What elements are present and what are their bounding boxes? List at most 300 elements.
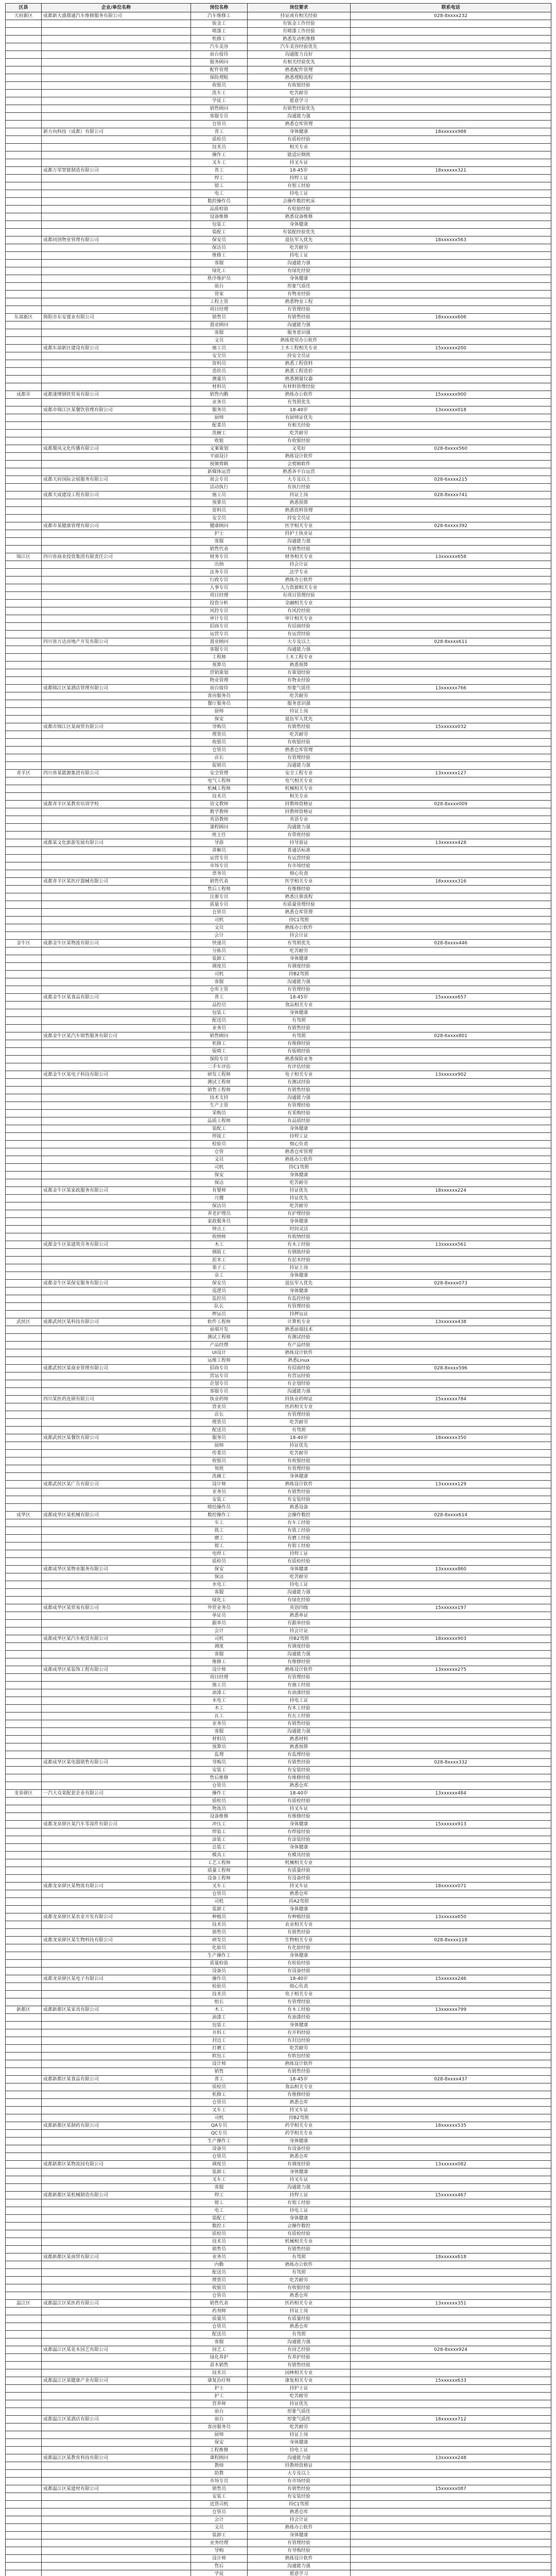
table-row — [6, 2539, 551, 2547]
cell-requirement: 持叉车证 — [248, 2176, 351, 2184]
cell-district — [6, 1148, 42, 1156]
cell-requirement: 身体健康 — [248, 1473, 351, 1481]
cell-company: 成都速博钢铁贸易有限公司 — [42, 391, 191, 399]
cell-company — [42, 1968, 191, 1975]
cell-district — [6, 2570, 42, 2576]
table-row — [6, 2516, 551, 2524]
cell-phone — [351, 2284, 551, 2292]
cell-phone: 18xxxxxx535 — [351, 2122, 551, 2130]
cell-company — [42, 1349, 191, 1357]
cell-requirement: 身体健康 — [248, 1009, 351, 1017]
table-row — [6, 762, 551, 770]
cell-company — [42, 2045, 191, 2053]
cell-phone: 028-8xxxx332 — [351, 1759, 551, 1767]
table-row — [6, 1589, 551, 1597]
cell-company — [42, 1094, 191, 1102]
cell-district — [6, 2130, 42, 2138]
cell-company: 成都金牛区某电子科技有限公司 — [42, 1071, 191, 1079]
cell-company — [42, 2532, 191, 2539]
cell-position: 钳工 — [191, 2199, 248, 2207]
cell-company — [42, 1372, 191, 1380]
cell-requirement: 有钳工经验 — [248, 2199, 351, 2207]
cell-district — [6, 2107, 42, 2114]
cell-district — [6, 128, 42, 136]
cell-company — [42, 1311, 191, 1318]
cell-district — [6, 847, 42, 855]
table-row — [6, 1651, 551, 1658]
table-row — [6, 1148, 551, 1156]
cell-company — [42, 1117, 191, 1125]
cell-company — [42, 1952, 191, 1960]
cell-phone — [351, 1125, 551, 1133]
cell-position: 操作员 — [191, 1975, 248, 1983]
cell-company — [42, 754, 191, 762]
cell-position: 配菜员 — [191, 422, 248, 430]
cell-company — [42, 1705, 191, 1713]
cell-phone — [351, 461, 551, 468]
cell-district — [6, 1141, 42, 1148]
cell-district — [6, 978, 42, 986]
cell-phone — [351, 1264, 551, 1272]
cell-company — [42, 677, 191, 685]
cell-district — [6, 530, 42, 538]
cell-district — [6, 1009, 42, 1017]
cell-position: 汽车维修工 — [191, 12, 248, 20]
cell-district — [6, 345, 42, 352]
cell-phone — [351, 584, 551, 592]
cell-position: 绿化养护 — [191, 2354, 248, 2362]
cell-position: 月嫂 — [191, 1195, 248, 1202]
cell-position: 数控操作工 — [191, 1512, 248, 1519]
cell-company — [42, 646, 191, 654]
table-row — [6, 1079, 551, 1087]
table-row — [6, 1875, 551, 1883]
cell-phone — [351, 2431, 551, 2439]
cell-phone — [351, 1372, 551, 1380]
cell-district — [6, 2532, 42, 2539]
table-row — [6, 291, 551, 298]
cell-company — [42, 2308, 191, 2315]
table-row — [6, 1968, 551, 1975]
cell-position: 财务专员 — [191, 553, 248, 561]
cell-phone — [351, 971, 551, 978]
cell-district — [6, 754, 42, 762]
table-row — [6, 2083, 551, 2091]
table-row — [6, 1311, 551, 1318]
cell-requirement: 英语专业 — [248, 816, 351, 824]
cell-requirement: 有质检经验 — [248, 1558, 351, 1566]
cell-requirement: 有招商经验 — [248, 623, 351, 631]
table-row — [6, 97, 551, 105]
table-row — [6, 1519, 551, 1527]
table-row — [6, 638, 551, 646]
cell-district — [6, 1458, 42, 1465]
table-row — [6, 538, 551, 546]
cell-requirement: 有管理经验 — [248, 1465, 351, 1473]
cell-district — [6, 1952, 42, 1960]
cell-district — [6, 182, 42, 190]
cell-phone — [351, 1573, 551, 1581]
cell-phone — [351, 1172, 551, 1179]
cell-district — [6, 151, 42, 159]
cell-company — [42, 1859, 191, 1867]
table-row — [6, 994, 551, 1002]
cell-position: 置业顾问 — [191, 321, 248, 329]
cell-district — [6, 1488, 42, 1496]
table-row — [6, 1535, 551, 1543]
cell-company — [42, 2107, 191, 2114]
cell-position: 生产操作工 — [191, 1952, 248, 1960]
cell-company — [42, 569, 191, 577]
cell-phone — [351, 36, 551, 43]
cell-position: 产品经理 — [191, 1342, 248, 1349]
cell-district — [6, 2377, 42, 2385]
cell-position: 服务员 — [191, 1434, 248, 1442]
cell-position: 导购员 — [191, 1759, 248, 1767]
cell-position: 设备工程师 — [191, 1875, 248, 1883]
cell-district — [6, 1828, 42, 1836]
cell-position: 装卸工 — [191, 2168, 248, 2176]
cell-company — [42, 1079, 191, 1087]
cell-company — [42, 615, 191, 623]
cell-phone — [351, 1465, 551, 1473]
cell-district — [6, 1921, 42, 1929]
cell-phone — [351, 2408, 551, 2416]
cell-phone — [351, 59, 551, 66]
cell-district — [6, 2362, 42, 2369]
cell-requirement: 电子相关专业 — [248, 1071, 351, 1079]
table-row — [6, 376, 551, 383]
cell-district — [6, 206, 42, 213]
cell-position: 装配工 — [191, 2215, 248, 2223]
cell-position: 厨师 — [191, 1442, 248, 1450]
cell-position: 招商专员 — [191, 623, 248, 631]
cell-company — [42, 1419, 191, 1427]
table-row — [6, 453, 551, 461]
cell-district — [6, 2207, 42, 2215]
cell-phone — [351, 2037, 551, 2045]
table-row — [6, 2532, 551, 2539]
cell-district — [6, 747, 42, 754]
cell-phone: 13xxxxxx275 — [351, 1666, 551, 1674]
cell-position: 装卸工 — [191, 1906, 248, 1913]
table-row — [6, 1172, 551, 1179]
cell-position: 保洁 — [191, 1179, 248, 1187]
cell-position: 资料员 — [191, 507, 248, 515]
table-row — [6, 654, 551, 662]
cell-requirement: 有调度经验 — [248, 1643, 351, 1651]
table-row — [6, 1117, 551, 1125]
cell-position: 助教 — [191, 2470, 248, 2478]
table-row — [6, 1983, 551, 1991]
cell-district — [6, 1295, 42, 1303]
cell-company — [42, 51, 191, 59]
cell-phone — [351, 2369, 551, 2377]
cell-district — [6, 244, 42, 252]
cell-position: 营销策划 — [191, 669, 248, 677]
table-row — [6, 1241, 551, 1249]
cell-district — [6, 1751, 42, 1759]
table-row — [6, 1604, 551, 1612]
cell-phone — [351, 136, 551, 144]
cell-district — [6, 1798, 42, 1805]
cell-phone — [351, 917, 551, 924]
cell-district — [6, 1334, 42, 1342]
cell-phone: 15xxxxxx467 — [351, 2192, 551, 2199]
cell-phone — [351, 754, 551, 762]
cell-position: 仓管员 — [191, 2153, 248, 2161]
cell-position: 喷漆工 — [191, 28, 248, 36]
cell-company — [42, 1334, 191, 1342]
cell-district — [6, 762, 42, 770]
cell-position: 数控操作员 — [191, 198, 248, 206]
cell-company — [42, 1156, 191, 1164]
table-row — [6, 159, 551, 167]
cell-position: 包装工 — [191, 1009, 248, 1017]
table-row — [6, 66, 551, 74]
cell-company — [42, 2099, 191, 2107]
cell-company — [42, 298, 191, 306]
cell-requirement: 有钢筋经验 — [248, 1249, 351, 1257]
cell-company: 成都新大盛鼎通汽车维修服务有限公司 — [42, 12, 191, 20]
cell-position: 会计 — [191, 2516, 248, 2524]
cell-district — [6, 1210, 42, 1218]
cell-requirement: 有软包经验 — [248, 2053, 351, 2060]
cell-phone — [351, 1890, 551, 1898]
cell-position: 销售员 — [191, 2246, 248, 2253]
cell-requirement: 有销售经验 — [248, 2485, 351, 2493]
cell-position: 养老护理员 — [191, 1210, 248, 1218]
cell-district — [6, 82, 42, 90]
cell-position: 监控员 — [191, 1295, 248, 1303]
table-row — [6, 391, 551, 399]
cell-requirement: 有调度经验 — [248, 963, 351, 971]
cell-position: UI设计 — [191, 1349, 248, 1357]
cell-district — [6, 2215, 42, 2223]
cell-company — [42, 978, 191, 986]
cell-company — [42, 376, 191, 383]
cell-company — [42, 1172, 191, 1179]
cell-district — [6, 1218, 42, 1226]
cell-position: 客服专员 — [191, 113, 248, 121]
cell-district — [6, 1380, 42, 1388]
cell-requirement: 计算机专业 — [248, 1318, 351, 1326]
cell-position: 保险理赔 — [191, 74, 248, 82]
cell-company — [42, 739, 191, 747]
cell-district — [6, 1589, 42, 1597]
table-row — [6, 2145, 551, 2153]
cell-phone — [351, 1689, 551, 1697]
table-row — [6, 352, 551, 360]
cell-requirement: 熟练办公软件 — [248, 2524, 351, 2532]
table-row — [6, 1102, 551, 1110]
cell-district — [6, 1179, 42, 1187]
cell-district — [6, 2161, 42, 2168]
cell-district — [6, 484, 42, 492]
cell-district — [6, 1025, 42, 1032]
cell-requirement: 有品质经验 — [248, 1117, 351, 1125]
table-row — [6, 2114, 551, 2122]
cell-position: 客服 — [191, 260, 248, 267]
table-row — [6, 2454, 551, 2462]
cell-requirement: 有园艺经验 — [248, 2346, 351, 2354]
cell-company — [42, 507, 191, 515]
cell-district — [6, 2416, 42, 2424]
cell-requirement: 有绿化经验 — [248, 1597, 351, 1604]
cell-phone — [351, 198, 551, 206]
table-row — [6, 1025, 551, 1032]
table-row — [6, 1844, 551, 1852]
cell-requirement: 有驾照 — [248, 2331, 351, 2338]
cell-position: 普工 — [191, 167, 248, 175]
cell-position: 售后维修 — [191, 1774, 248, 1782]
cell-company — [42, 1643, 191, 1651]
cell-company: 成都金牛区某物流有限公司 — [42, 940, 191, 947]
table-row — [6, 1380, 551, 1388]
cell-company — [42, 955, 191, 963]
cell-district — [6, 2346, 42, 2354]
cell-position: 安全管理 — [191, 770, 248, 777]
table-row — [6, 1496, 551, 1504]
cell-requirement: 身体健康 — [248, 128, 351, 136]
cell-phone — [351, 1087, 551, 1094]
table-row — [6, 1774, 551, 1782]
cell-phone — [351, 2246, 551, 2253]
cell-district — [6, 584, 42, 592]
cell-position: 焊工 — [191, 2192, 248, 2199]
table-row — [6, 2199, 551, 2207]
table-row — [6, 932, 551, 940]
cell-phone — [351, 2547, 551, 2555]
header-requirement: 岗位要求 — [248, 4, 351, 12]
cell-requirement: 持A2驾照 — [248, 1898, 351, 1906]
table-row — [6, 1543, 551, 1550]
cell-requirement: 身体健康 — [248, 1272, 351, 1280]
cell-company — [42, 2439, 191, 2447]
cell-company — [42, 2037, 191, 2045]
cell-phone — [351, 1728, 551, 1736]
table-row — [6, 20, 551, 28]
cell-position: 收纳师 — [191, 1233, 248, 1241]
cell-position: 普工 — [191, 994, 248, 1002]
cell-company — [42, 2493, 191, 2501]
cell-phone — [351, 1805, 551, 1813]
cell-requirement: 持C1驾照 — [248, 2501, 351, 2509]
cell-requirement: 医药相关专业 — [248, 1403, 351, 1411]
cell-requirement: 沟通能力强 — [248, 1728, 351, 1736]
cell-district — [6, 1875, 42, 1883]
cell-district — [6, 1249, 42, 1257]
cell-company — [42, 82, 191, 90]
cell-phone — [351, 507, 551, 515]
cell-position: 客服专员 — [191, 646, 248, 654]
cell-district — [6, 561, 42, 569]
cell-requirement: 有木工经验 — [248, 1241, 351, 1249]
cell-company — [42, 1519, 191, 1527]
cell-phone — [351, 538, 551, 546]
cell-requirement: 熟练设计软件 — [248, 2555, 351, 2563]
cell-company — [42, 468, 191, 476]
cell-requirement: 有护理经验 — [248, 1210, 351, 1218]
table-row — [6, 1782, 551, 1790]
cell-district — [6, 2393, 42, 2400]
cell-requirement: 有维修经验 — [248, 2091, 351, 2099]
cell-district — [6, 74, 42, 82]
table-row — [6, 59, 551, 66]
table-row — [6, 2176, 551, 2184]
cell-district — [6, 445, 42, 453]
cell-company: 成都青羊区某医疗器械有限公司 — [42, 878, 191, 886]
cell-position: 技术员 — [191, 2369, 248, 2377]
cell-requirement: 持证上岗 — [248, 1264, 351, 1272]
cell-position: 票务员 — [191, 870, 248, 878]
cell-company: 成都锦江区某酒店管理有限公司 — [42, 685, 191, 692]
cell-company — [42, 777, 191, 785]
cell-district — [6, 994, 42, 1002]
cell-district — [6, 692, 42, 700]
cell-district — [6, 1689, 42, 1697]
cell-requirement: 有跟单经验 — [248, 1620, 351, 1628]
cell-company — [42, 1233, 191, 1241]
cell-position: 杂工 — [191, 1272, 248, 1280]
cell-company — [42, 2431, 191, 2439]
cell-phone: 15xxxxxx246 — [351, 1975, 551, 1983]
cell-position: 出纳 — [191, 561, 248, 569]
table-row — [6, 2060, 551, 2068]
table-row — [6, 801, 551, 808]
cell-company: 四川省商业投资集团有限责任公司 — [42, 553, 191, 561]
cell-requirement: 沟通能力强 — [248, 1388, 351, 1396]
cell-phone — [351, 151, 551, 159]
cell-requirement: 熟悉仓库 — [248, 2509, 351, 2516]
cell-requirement: 会操作数控机床 — [248, 198, 351, 206]
cell-phone — [351, 1056, 551, 1063]
table-row — [6, 306, 551, 314]
cell-phone — [351, 66, 551, 74]
cell-company — [42, 2408, 191, 2416]
cell-phone — [351, 1944, 551, 1952]
table-row — [6, 631, 551, 638]
cell-requirement: 有木工经验 — [248, 1705, 351, 1713]
table-row — [6, 2168, 551, 2176]
table-row — [6, 1264, 551, 1272]
cell-district — [6, 901, 42, 909]
cell-company — [42, 1682, 191, 1689]
cell-company — [42, 592, 191, 600]
cell-company — [42, 1573, 191, 1581]
table-row — [6, 2400, 551, 2408]
cell-phone — [351, 2315, 551, 2323]
cell-phone — [351, 298, 551, 306]
cell-position: 客服专员 — [191, 1388, 248, 1396]
cell-company: 成都新都区某物流园有限公司 — [42, 2161, 191, 2168]
cell-requirement: 持证优先 — [248, 1442, 351, 1450]
cell-district — [6, 1805, 42, 1813]
cell-position: 跟单员 — [191, 1620, 248, 1628]
cell-district — [6, 2431, 42, 2439]
cell-position: 销售员 — [191, 1929, 248, 1937]
table-row — [6, 1790, 551, 1798]
cell-position: 课程顾问 — [191, 2454, 248, 2462]
cell-company: 简阳市东安置业有限公司 — [42, 314, 191, 321]
cell-company — [42, 2215, 191, 2223]
cell-requirement: 沟通能力强 — [248, 1651, 351, 1658]
table-row — [6, 2416, 551, 2424]
cell-company — [42, 2176, 191, 2184]
table-row — [6, 546, 551, 553]
cell-phone — [351, 20, 551, 28]
cell-requirement: 持焊工证 — [248, 175, 351, 182]
